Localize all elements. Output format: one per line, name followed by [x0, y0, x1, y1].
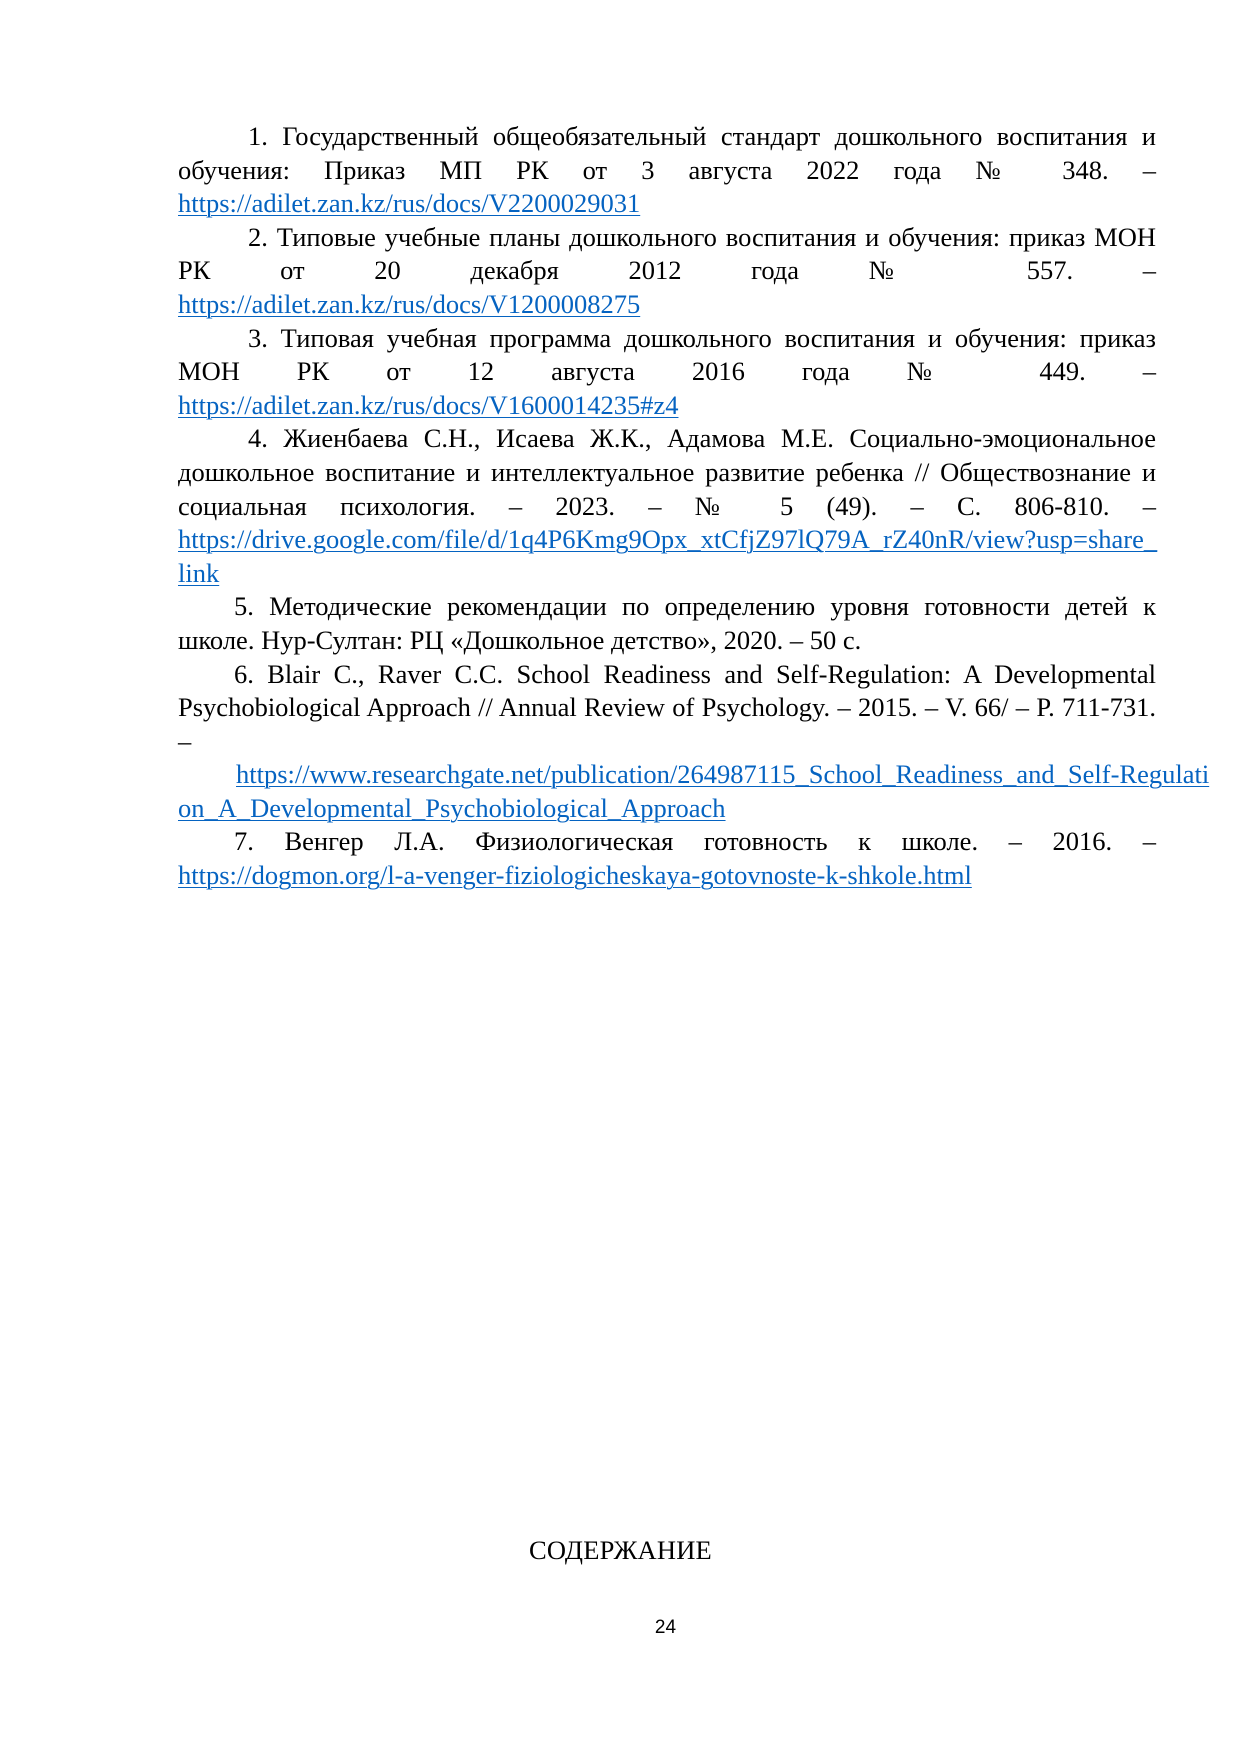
reference-item-1 — [178, 120, 1156, 221]
reference-text: 6. Blair C., Raver C.C. School Readiness and Self-Regulation: A Developmental Psychobiological Approach // Annual Review of Psychology. – 2015. – V. 66/ – P. 711-731. – — [178, 658, 1156, 756]
reference-text: 2. Типовые учебные планы дошкольного воспитания и обучения: приказ МОН РК от 20 декабря 2012 года № 557. – — [178, 221, 1156, 286]
reference-item-2 — [178, 221, 1156, 322]
reference-item-7 — [178, 825, 1156, 892]
reference-text: 3. Типовая учебная программа дошкольного воспитания и обучения: приказ МОН РК от 12 августа 2016 года № 449. – — [178, 322, 1156, 387]
reference-link[interactable]: https://adilet.zan.kz/rus/docs/V1200008275 — [178, 288, 641, 319]
reference-item-6 — [178, 658, 1210, 826]
reference-item-4 — [178, 422, 1156, 590]
reference-text: 4. Жиенбаева С.Н., Исаева Ж.К., Адамова М.Е. Социально-эмоциональное дошкольное воспитание и интеллектуальное развитие ребенка // Обществознание и социальная психология. – 2023. – № 5 (49). – С. 806-810. – — [178, 423, 1156, 521]
reference-link[interactable]: https://adilet.zan.kz/rus/docs/V2200029031 — [178, 188, 641, 219]
reference-link[interactable]: https://adilet.zan.kz/rus/docs/V1600014235#z4 — [178, 389, 679, 420]
reference-item-5 — [178, 590, 1156, 657]
reference-text: 7. Венгер Л.А. Физиологическая готовность к школе. – 2016. – — [234, 826, 1156, 857]
reference-text: 1. Государственный общеобязательный стандарт дошкольного воспитания и обучения: Приказ МП РК от 3 августа 2022 года № 348. – — [178, 121, 1156, 185]
reference-item-3 — [178, 322, 1156, 423]
reference-link[interactable]: https://dogmon.org/l-a-venger-fiziologicheskaya-gotovnoste-k-shkole.html — [178, 860, 972, 891]
reference-text: 5. Методические рекомендации по определению уровня готовности детей к школе. Нур-Султан: РЦ «Дошкольное детство», 2020. – 50 с. — [178, 591, 1156, 655]
reference-link[interactable]: https://www.researchgate.net/publication/264987115_School_Readiness_and_Self-Regulation_A_Developmental_Psychobiological_Approach — [178, 759, 1210, 823]
reference-link[interactable]: https://drive.google.com/file/d/1q4P6Kmg9Opx_xtCfjZ97lQ79A_rZ40nR/view?usp=share_link — [178, 524, 1158, 588]
table-of-contents-heading: СОДЕРЖАНИЕ — [529, 1535, 712, 1565]
page-number: 24 — [654, 1617, 677, 1638]
reference-list — [178, 120, 1210, 893]
